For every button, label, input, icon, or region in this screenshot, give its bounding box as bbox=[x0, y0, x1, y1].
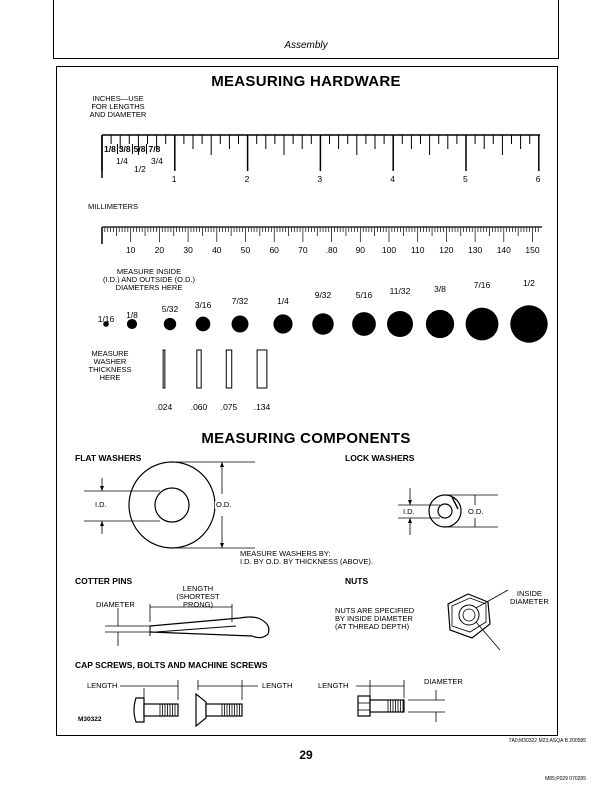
thickness-value: .060 bbox=[190, 402, 208, 412]
page-number: 29 bbox=[299, 748, 313, 762]
circle-size-label: 3/16 bbox=[194, 300, 212, 310]
mm-number: 90 bbox=[355, 245, 366, 255]
mm-number: 140 bbox=[496, 245, 511, 255]
inch-label: INCHES—USE FOR LENGTHS AND DIAMETER bbox=[89, 94, 147, 119]
inch-fraction-quarter: 1/4 bbox=[116, 156, 128, 166]
inch-number: 3 bbox=[317, 174, 323, 184]
inside-diameter-label: INSIDE DIAMETER bbox=[510, 589, 549, 606]
nut-figure bbox=[448, 590, 508, 650]
mm-ruler bbox=[102, 227, 542, 244]
mm-number: 40 bbox=[212, 245, 222, 255]
thickness-strips bbox=[163, 350, 267, 388]
mm-number: 30 bbox=[183, 245, 193, 255]
washer-thickness-label: MEASURE WASHER THICKNESS HERE bbox=[88, 349, 132, 382]
mm-number: 20 bbox=[154, 245, 165, 255]
inch-ruler bbox=[102, 135, 540, 178]
inch-fractions-top: 1/8 3/8 5/8 7/8 bbox=[104, 144, 161, 154]
flat-washer-od-label: O.D. bbox=[216, 500, 232, 509]
mm-number: 10 bbox=[125, 245, 136, 255]
mm-number: 110 bbox=[410, 245, 425, 255]
inch-number: 5 bbox=[463, 174, 468, 184]
flat-washer-id-label: I.D. bbox=[95, 500, 107, 509]
inch-fraction-three-quarter: 3/4 bbox=[151, 156, 163, 166]
mm-number: 120 bbox=[439, 245, 454, 255]
circle-size-label: 1/16 bbox=[97, 314, 115, 324]
diameter-label: MEASURE INSIDE (I.D.) AND OUTSIDE (O.D.) DIAMETERS HERE bbox=[102, 267, 196, 292]
mm-number: 70 bbox=[298, 245, 308, 255]
circle-size-label: 3/8 bbox=[434, 284, 446, 294]
inch-number: 2 bbox=[244, 174, 250, 184]
mm-number: 150 bbox=[525, 245, 540, 255]
hardware-title: MEASURING HARDWARE bbox=[211, 73, 401, 90]
circle-size-label: 7/32 bbox=[231, 296, 249, 306]
figure-code: M30322 bbox=[78, 716, 102, 723]
circle-size-label: 7/16 bbox=[473, 280, 491, 290]
thickness-value: .024 bbox=[155, 402, 173, 412]
washer-note: MEASURE WASHERS BY: I.D. BY O.D. BY THICKNESS (ABOVE). bbox=[240, 549, 373, 566]
circle-size-label: 1/2 bbox=[523, 278, 535, 288]
nuts-heading: NUTS bbox=[345, 576, 369, 586]
components-title: MEASURING COMPONENTS bbox=[201, 430, 411, 447]
cotter-diameter-label: DIAMETER bbox=[96, 600, 135, 609]
cap-screw-length-label-3: LENGTH bbox=[318, 681, 349, 690]
mm-number: 100 bbox=[381, 245, 397, 255]
inch-number: 1 bbox=[171, 174, 177, 184]
mm-number: 50 bbox=[240, 245, 251, 255]
circle-size-label: 9/32 bbox=[314, 290, 332, 300]
circle-size-label: 11/32 bbox=[389, 286, 411, 296]
footer-code-1: 7A0;M30322 M23;ASQA B 200585 bbox=[508, 738, 586, 744]
section-title: Assembly bbox=[284, 40, 328, 51]
cotter-length-label: LENGTH (SHORTEST PRONG) bbox=[176, 584, 220, 609]
lock-washer-id-label: I.D. bbox=[403, 507, 415, 516]
mm-number: 60 bbox=[269, 245, 279, 255]
cap-screws-heading: CAP SCREWS, BOLTS AND MACHINE SCREWS bbox=[75, 660, 268, 670]
flat-washers-heading: FLAT WASHERS bbox=[75, 453, 142, 463]
cap-screw-length-label-1: LENGTH bbox=[87, 681, 118, 690]
lock-washers-heading: LOCK WASHERS bbox=[345, 453, 415, 463]
inch-number: 6 bbox=[535, 174, 541, 184]
lock-washer-od-label: O.D. bbox=[468, 507, 484, 516]
circle-size-label: 1/4 bbox=[277, 296, 289, 306]
thickness-value: .075 bbox=[220, 402, 238, 412]
cotter-pins-heading: COTTER PINS bbox=[75, 576, 133, 586]
inch-number: 4 bbox=[390, 174, 395, 184]
thickness-value: .134 bbox=[253, 402, 271, 412]
circle-size-label: 5/32 bbox=[161, 304, 179, 314]
nuts-note: NUTS ARE SPECIFIED BY INSIDE DIAMETER (AT THREAD DEPTH) bbox=[335, 606, 415, 631]
circle-size-label: 1/8 bbox=[126, 310, 138, 320]
cap-screw-diameter-label: DIAMETER bbox=[424, 677, 463, 686]
cap-screw-length-label-2: LENGTH bbox=[262, 681, 293, 690]
mm-label: MILLIMETERS bbox=[88, 202, 139, 211]
inch-fraction-half: 1/2 bbox=[134, 164, 146, 174]
mm-number: 130 bbox=[468, 245, 483, 255]
mm-number: .80 bbox=[325, 245, 338, 255]
circle-size-label: 5/16 bbox=[355, 290, 373, 300]
footer-code-2: M85;P029 070285 bbox=[545, 776, 586, 782]
cotter-pin-figure bbox=[105, 604, 269, 646]
